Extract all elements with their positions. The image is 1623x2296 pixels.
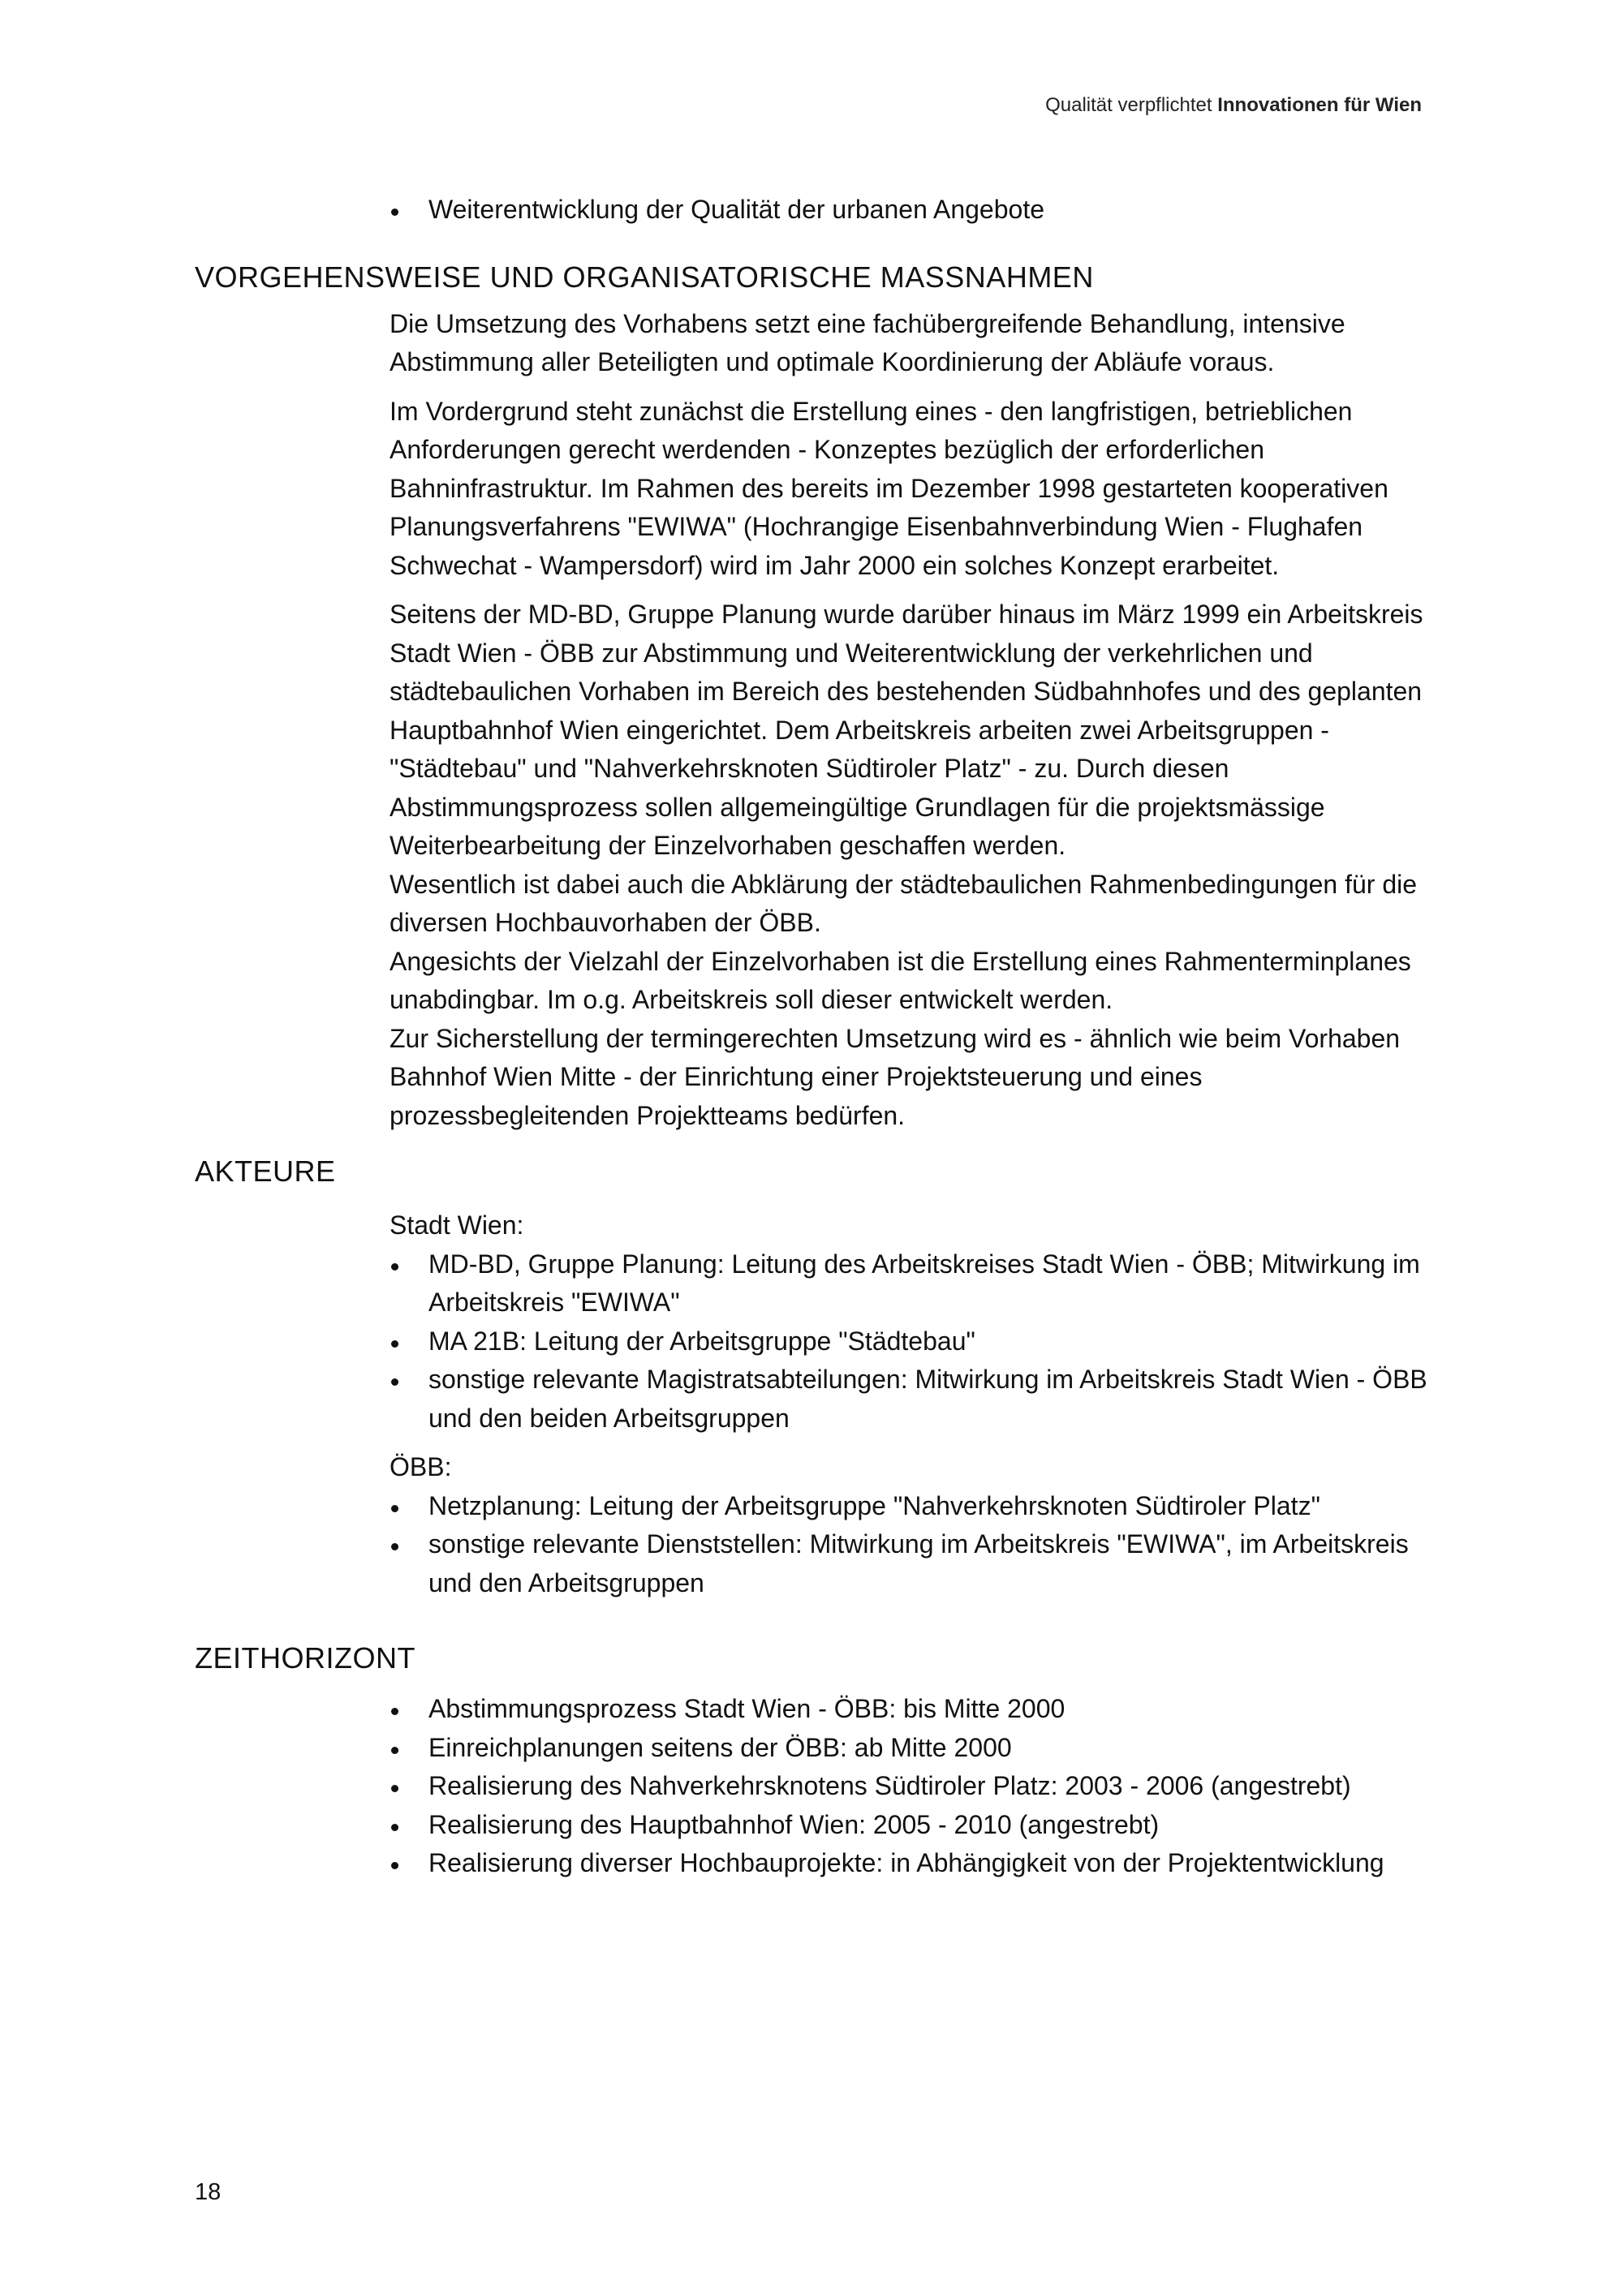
paragraph: Im Vordergrund steht zunächst die Erstellung eines - den langfristigen, betrieblichen Anforderungen gerecht werdenden - Konzeptes bezüglich der erforderlichen Bahninfrastruktur. Im Rahmen des bereits im Dezember 1998 gestarteten kooperativen Planungsverfahrens "EWIWA" (Hochrangige Eisenbahnverbindung Wien - Flughafen Schwechat - Wampersdorf) wird im Jahr 2000 ein solches Konzept erarbeitet.	[390, 396, 1388, 580]
section-title-zeithorizont: ZEITHORIZONT	[195, 1641, 415, 1675]
list-item: sonstige relevante Dienststellen: Mitwirkung im Arbeitskreis "EWIWA", im Arbeitskreis und den Arbeitsgruppen	[390, 1525, 1444, 1602]
paragraph: Zur Sicherstellung der termingerechten Umsetzung wird es - ähnlich wie beim Vorhaben Bahnhof Wien Mitte - der Einrichtung einer Projektsteuerung und eines prozessbegleitenden Projektteams bedürfen.	[390, 1023, 1401, 1130]
intro-block	[390, 191, 1444, 230]
page-number: 18	[195, 2179, 222, 2205]
zeithorizont-body	[390, 1690, 1444, 1883]
list-item: MA 21B: Leitung der Arbeitsgruppe "Städtebau"	[390, 1322, 1444, 1361]
paragraph: Angesichts der Vielzahl der Einzelvorhaben ist die Erstellung eines Rahmenterminplanes unabdingbar. Im o.g. Arbeitskreis soll dieser entwickelt werden.	[390, 946, 1411, 1014]
section-title-vorgehensweise: VORGEHENSWEISE UND ORGANISATORISCHE MASSNAHMEN	[195, 260, 1094, 294]
list-item: Abstimmungsprozess Stadt Wien - ÖBB: bis Mitte 2000	[390, 1690, 1444, 1729]
paragraph: Die Umsetzung des Vorhabens setzt eine fachübergreifende Behandlung, intensive Abstimmung aller Beteiligten und optimale Koordinierung der Abläufe voraus.	[390, 308, 1345, 376]
running-header	[1045, 94, 1422, 117]
group-label-stadt-wien: Stadt Wien:	[390, 1210, 524, 1240]
vorgehensweise-body	[390, 305, 1444, 1136]
header-title: Innovationen für Wien	[1217, 94, 1422, 116]
paragraph: Wesentlich ist dabei auch die Abklärung der städtebaulichen Rahmenbedingungen für die diversen Hochbauvorhaben der ÖBB.	[390, 869, 1418, 937]
header-prefix: Qualität verpflichtet	[1045, 94, 1212, 116]
section-title-akteure: AKTEURE	[195, 1154, 336, 1188]
list-item: Realisierung diverser Hochbauprojekte: in Abhängigkeit von der Projektentwicklung	[390, 1844, 1444, 1883]
akteure-body	[390, 1206, 1444, 1602]
page-content	[195, 191, 1444, 1883]
list-item: sonstige relevante Magistratsabteilungen: Mitwirkung im Arbeitskreis Stadt Wien - ÖBB und den beiden Arbeitsgruppen	[390, 1361, 1444, 1438]
list-item: Einreichplanungen seitens der ÖBB: ab Mitte 2000	[390, 1729, 1444, 1768]
list-item: Weiterentwicklung der Qualität der urbanen Angebote	[390, 191, 1444, 230]
oebb-list	[390, 1487, 1444, 1603]
list-item: Realisierung des Hauptbahnhof Wien: 2005 - 2010 (angestrebt)	[390, 1806, 1444, 1845]
paragraph: Seitens der MD-BD, Gruppe Planung wurde darüber hinaus im März 1999 ein Arbeitskreis Stadt Wien - ÖBB zur Abstimmung und Weiterentwicklung der verkehrlichen und städtebaulichen Vorhaben im Bereich des bestehenden Südbahnhofes und des geplanten Hauptbahnhof Wien eingerichtet. Dem Arbeitskreis arbeiten zwei Arbeitsgruppen - "Städtebau" und "Nahverkehrsknoten Südtiroler Platz" - zu. Durch diesen Abstimmungsprozess sollen allgemeingültige Grundlagen für die projektsmässige Weiterbearbeitung der Einzelvorhaben geschaffen werden.	[390, 600, 1423, 860]
list-item: MD-BD, Gruppe Planung: Leitung des Arbeitskreises Stadt Wien - ÖBB; Mitwirkung im Arbeitskreis "EWIWA"	[390, 1245, 1444, 1322]
zeithorizont-list	[390, 1690, 1444, 1883]
stadt-wien-list	[390, 1245, 1444, 1438]
group-label-oebb: ÖBB:	[390, 1452, 452, 1481]
list-item: Netzplanung: Leitung der Arbeitsgruppe "Nahverkehrsknoten Südtiroler Platz"	[390, 1487, 1444, 1526]
list-item: Realisierung des Nahverkehrsknotens Südtiroler Platz: 2003 - 2006 (angestrebt)	[390, 1767, 1444, 1806]
intro-bullet-list	[390, 191, 1444, 230]
